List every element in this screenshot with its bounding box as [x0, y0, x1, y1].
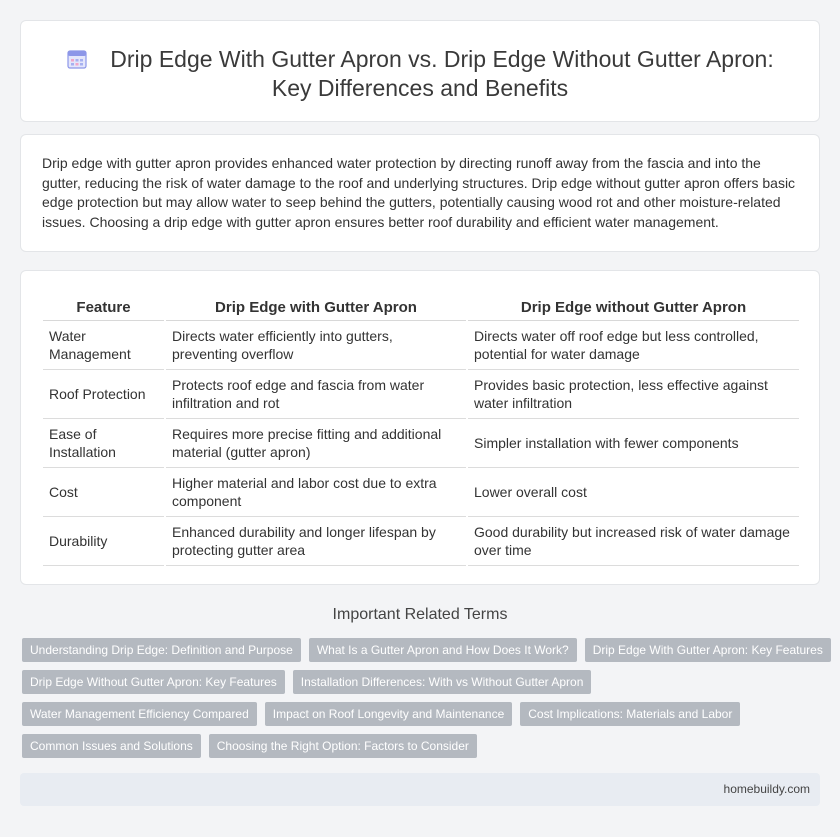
related-term-tag[interactable]: Drip Edge Without Gutter Apron: Key Features — [22, 670, 285, 694]
feature-cell: Ease of Installation — [43, 418, 165, 467]
feature-cell: Water Management — [43, 320, 165, 369]
related-term-tag[interactable]: Choosing the Right Option: Factors to Consider — [209, 734, 477, 758]
without-apron-cell: Directs water off roof edge but less controlled, potential for water damage — [467, 320, 799, 369]
related-term-tag[interactable]: Understanding Drip Edge: Definition and Purpose — [22, 638, 301, 662]
table-row — [43, 418, 799, 467]
related-term-tag[interactable]: What Is a Gutter Apron and How Does It Work? — [309, 638, 577, 662]
calendar-icon — [66, 48, 88, 70]
footer-bar — [20, 773, 820, 806]
header-without-apron: Drip Edge without Gutter Apron — [467, 298, 799, 320]
related-term-tag[interactable]: Installation Differences: With vs Without Gutter Apron — [293, 670, 592, 694]
header-with-apron: Drip Edge with Gutter Apron — [165, 298, 467, 320]
page-title — [21, 45, 819, 103]
tag-row — [22, 734, 818, 758]
feature-cell: Durability — [43, 516, 165, 565]
table-header-row — [43, 298, 799, 320]
footer-site-link[interactable]: homebuildy.com — [723, 782, 810, 796]
tag-row — [22, 670, 818, 694]
with-apron-cell: Requires more precise fitting and additional material (gutter apron) — [165, 418, 467, 467]
tag-row — [22, 638, 823, 662]
without-apron-cell: Good durability but increased risk of water damage over time — [467, 516, 799, 565]
without-apron-cell: Provides basic protection, less effective against water infiltration — [467, 369, 799, 418]
feature-cell: Roof Protection — [43, 369, 165, 418]
tag-row — [22, 702, 818, 726]
related-term-tag[interactable]: Drip Edge With Gutter Apron: Key Features — [585, 638, 831, 662]
with-apron-cell: Higher material and labor cost due to extra component — [165, 467, 467, 516]
table-row — [43, 467, 799, 516]
without-apron-cell: Simpler installation with fewer components — [467, 418, 799, 467]
with-apron-cell: Directs water efficiently into gutters, preventing overflow — [165, 320, 467, 369]
header-card — [20, 20, 820, 122]
summary-text: Drip edge with gutter apron provides enhanced water protection by directing runoff away from the fascia and into the gutter, reducing the risk of water damage to the roof and underlying structures. Drip edge without gutter apron offers basic edge protection but may allow water to seep behind the gutters, potentially causing wood rot and other moisture-related issues. Choosing a drip edge with gutter apron ensures better roof durability and efficient water management. — [42, 155, 796, 230]
related-term-tag[interactable]: Water Management Efficiency Compared — [22, 702, 257, 726]
with-apron-cell: Protects roof edge and fascia from water infiltration and rot — [165, 369, 467, 418]
related-terms-title: Important Related Terms — [332, 606, 508, 623]
comparison-table — [43, 298, 799, 566]
related-terms-list — [22, 638, 823, 766]
table-row — [43, 369, 799, 418]
table-row — [43, 516, 799, 565]
feature-cell: Cost — [43, 467, 165, 516]
without-apron-cell: Lower overall cost — [467, 467, 799, 516]
related-term-tag[interactable]: Impact on Roof Longevity and Maintenance — [265, 702, 512, 726]
comparison-table-card — [20, 270, 820, 585]
related-term-tag[interactable]: Common Issues and Solutions — [22, 734, 201, 758]
summary-card — [20, 134, 820, 252]
page-title-text: Drip Edge With Gutter Apron vs. Drip Edge Without Gutter Apron: Key Differences and Benefits — [110, 46, 774, 101]
with-apron-cell: Enhanced durability and longer lifespan by protecting gutter area — [165, 516, 467, 565]
related-term-tag[interactable]: Cost Implications: Materials and Labor — [520, 702, 740, 726]
header-feature: Feature — [43, 298, 165, 320]
table-row — [43, 320, 799, 369]
